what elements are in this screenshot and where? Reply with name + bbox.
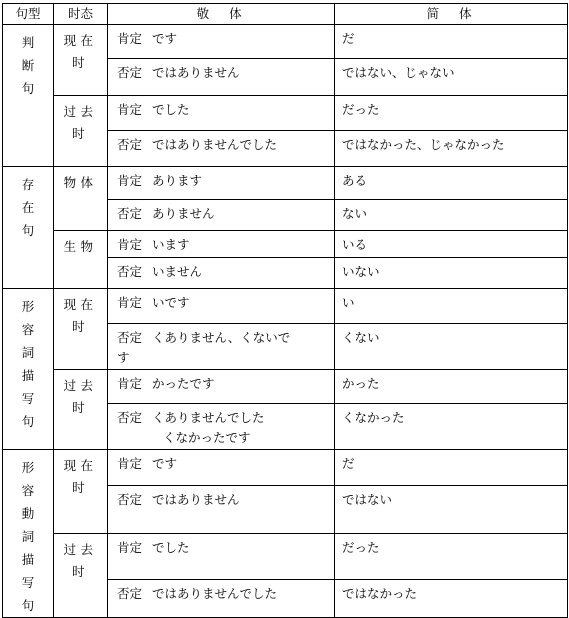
plain-form-cell: だ bbox=[335, 25, 568, 59]
polite-form-line bbox=[117, 204, 330, 224]
header-tense: 时态 bbox=[54, 4, 108, 25]
polite-form-line bbox=[117, 63, 330, 83]
polite-form-text: いません bbox=[152, 264, 203, 279]
negative-label: 否定 bbox=[117, 264, 143, 279]
polite-form-cell bbox=[108, 200, 335, 231]
table-row bbox=[3, 534, 568, 580]
polite-form-line bbox=[117, 328, 330, 348]
polite-form-text: あります bbox=[152, 173, 203, 188]
tense-label: 生物 bbox=[63, 239, 98, 254]
table-row bbox=[3, 167, 568, 200]
sentence-type-char: 写 bbox=[21, 575, 35, 590]
negative-label: 否定 bbox=[117, 206, 143, 221]
negative-label: 否定 bbox=[117, 492, 143, 507]
polite-form-line bbox=[117, 262, 330, 282]
plain-form-cell: ない bbox=[335, 200, 568, 231]
tense-label: 时 bbox=[72, 126, 89, 141]
polite-form-cell bbox=[108, 25, 335, 59]
polite-form-text: くありませんでした bbox=[152, 410, 265, 425]
polite-form-text: です bbox=[152, 31, 178, 46]
sentence-type-char: 動 bbox=[21, 506, 35, 521]
table-row bbox=[3, 289, 568, 324]
polite-form-text: ではありません bbox=[152, 492, 240, 507]
polite-form-text: いです bbox=[152, 295, 190, 310]
tense-label: 时 bbox=[72, 55, 89, 70]
sentence-type-char: 写 bbox=[21, 391, 35, 406]
sentence-type-char: 断 bbox=[21, 58, 35, 73]
sentence-type-char: 描 bbox=[21, 552, 35, 567]
sentence-type-char: 句 bbox=[21, 81, 35, 96]
sentence-type-cell bbox=[3, 450, 54, 618]
tense-cell bbox=[54, 289, 108, 370]
plain-form-cell: ある bbox=[335, 167, 568, 200]
polite-form-line bbox=[117, 235, 330, 255]
polite-form-text: かったです bbox=[152, 376, 215, 391]
negative-label: 否定 bbox=[117, 586, 143, 601]
affirm-label: 肯定 bbox=[117, 456, 143, 471]
polite-form-line bbox=[117, 293, 330, 313]
polite-form-cell bbox=[108, 96, 335, 131]
table-row bbox=[3, 96, 568, 131]
plain-form-cell: い bbox=[335, 289, 568, 324]
tense-label: 过去 bbox=[63, 542, 98, 557]
polite-form-line bbox=[117, 584, 330, 604]
table-row bbox=[3, 25, 568, 59]
header-type: 句型 bbox=[3, 4, 54, 25]
tense-label: 时 bbox=[72, 400, 89, 415]
tense-cell bbox=[54, 534, 108, 618]
polite-form-line bbox=[117, 538, 330, 558]
plain-form-cell: ではなかった bbox=[335, 580, 568, 618]
tense-cell bbox=[54, 231, 108, 289]
tense-label: 时 bbox=[72, 564, 89, 579]
affirm-label: 肯定 bbox=[117, 295, 143, 310]
affirm-label: 肯定 bbox=[117, 31, 143, 46]
polite-form-text: ではありませんでした bbox=[152, 137, 278, 152]
affirm-label: 肯定 bbox=[117, 376, 143, 391]
polite-form-line bbox=[117, 490, 330, 510]
polite-form-text: す bbox=[117, 350, 130, 365]
polite-form-text: います bbox=[152, 237, 190, 252]
negative-label: 否定 bbox=[117, 65, 143, 80]
affirm-label: 肯定 bbox=[117, 237, 143, 252]
tense-cell bbox=[54, 370, 108, 450]
polite-form-line bbox=[117, 408, 330, 428]
tense-label: 时 bbox=[72, 480, 89, 495]
polite-form-line bbox=[117, 454, 330, 474]
affirm-label: 肯定 bbox=[117, 540, 143, 555]
polite-form-cell bbox=[108, 534, 335, 580]
sentence-type-char: 容 bbox=[21, 322, 35, 337]
polite-form-text: です bbox=[152, 456, 178, 471]
plain-form-cell: ではない、じゃない bbox=[335, 59, 568, 96]
plain-form-cell: いる bbox=[335, 231, 568, 258]
sentence-type-char: 存 bbox=[21, 177, 35, 192]
plain-form-cell: いない bbox=[335, 258, 568, 289]
table-row bbox=[3, 231, 568, 258]
polite-form-line bbox=[117, 348, 330, 368]
header-row bbox=[3, 4, 568, 25]
header-polite bbox=[108, 4, 335, 25]
negative-label: 否定 bbox=[117, 330, 143, 345]
sentence-type-char: 描 bbox=[21, 368, 35, 383]
polite-form-cell bbox=[108, 289, 335, 324]
polite-form-text: くなかったです bbox=[163, 430, 251, 445]
sentence-type-cell bbox=[3, 289, 54, 450]
sentence-type-char: 詞 bbox=[21, 529, 35, 544]
tense-cell bbox=[54, 450, 108, 534]
polite-form-cell bbox=[108, 370, 335, 404]
tense-label: 现在 bbox=[63, 458, 98, 473]
polite-form-line bbox=[117, 171, 330, 191]
polite-form-cell bbox=[108, 580, 335, 618]
grammar-table bbox=[2, 3, 568, 618]
plain-form-cell: だった bbox=[335, 96, 568, 131]
plain-form-cell: だった bbox=[335, 534, 568, 580]
negative-label: 否定 bbox=[117, 137, 143, 152]
polite-form-cell bbox=[108, 404, 335, 450]
header-plain-text: 简 体 bbox=[426, 6, 476, 21]
polite-form-line bbox=[117, 100, 330, 120]
tense-label: 过去 bbox=[63, 378, 98, 393]
polite-form-text: ではありませんでした bbox=[152, 586, 278, 601]
tense-cell bbox=[54, 167, 108, 231]
table-row bbox=[3, 370, 568, 404]
sentence-type-char: 句 bbox=[21, 598, 35, 613]
polite-form-cell bbox=[108, 131, 335, 167]
polite-form-line bbox=[117, 29, 330, 49]
negative-label: 否定 bbox=[117, 410, 143, 425]
polite-form-cell bbox=[108, 486, 335, 534]
tense-cell bbox=[54, 25, 108, 96]
sentence-type-char: 容 bbox=[21, 483, 35, 498]
polite-form-text: くありません、くないで bbox=[152, 330, 291, 345]
polite-form-cell bbox=[108, 167, 335, 200]
affirm-label: 肯定 bbox=[117, 102, 143, 117]
polite-form-text: でした bbox=[152, 540, 190, 555]
header-polite-text: 敬 体 bbox=[196, 6, 246, 21]
polite-form-cell bbox=[108, 258, 335, 289]
polite-form-line bbox=[117, 374, 330, 394]
polite-form-text: でした bbox=[152, 102, 190, 117]
polite-form-cell bbox=[108, 59, 335, 96]
sentence-type-char: 形 bbox=[21, 299, 35, 314]
tense-label: 过去 bbox=[63, 104, 98, 119]
header-plain bbox=[335, 4, 568, 25]
sentence-type-char: 句 bbox=[21, 223, 35, 238]
plain-form-cell: かった bbox=[335, 370, 568, 404]
tense-cell bbox=[54, 96, 108, 167]
polite-form-cell bbox=[108, 231, 335, 258]
sentence-type-char: 在 bbox=[21, 200, 35, 215]
plain-form-cell: ではなかった、じゃなかった bbox=[335, 131, 568, 167]
tense-label: 物体 bbox=[63, 175, 98, 190]
polite-form-text: ありません bbox=[152, 206, 215, 221]
sentence-type-char: 句 bbox=[21, 414, 35, 429]
polite-form-cell bbox=[108, 450, 335, 486]
sentence-type-char: 判 bbox=[21, 35, 35, 50]
polite-form-text: ではありません bbox=[152, 65, 240, 80]
affirm-label: 肯定 bbox=[117, 173, 143, 188]
sentence-type-char: 詞 bbox=[21, 345, 35, 360]
tense-label: 时 bbox=[72, 319, 89, 334]
table-row bbox=[3, 450, 568, 486]
plain-form-cell: だ bbox=[335, 450, 568, 486]
tense-label: 现在 bbox=[63, 33, 98, 48]
polite-form-cell bbox=[108, 324, 335, 370]
tense-label: 现在 bbox=[63, 297, 98, 312]
sentence-type-char: 形 bbox=[21, 460, 35, 475]
sentence-type-cell bbox=[3, 25, 54, 167]
plain-form-cell: くない bbox=[335, 324, 568, 370]
sentence-type-cell bbox=[3, 167, 54, 289]
plain-form-cell: ではない bbox=[335, 486, 568, 534]
plain-form-cell: くなかった bbox=[335, 404, 568, 450]
polite-form-line bbox=[117, 135, 330, 155]
polite-form-line bbox=[117, 428, 330, 448]
